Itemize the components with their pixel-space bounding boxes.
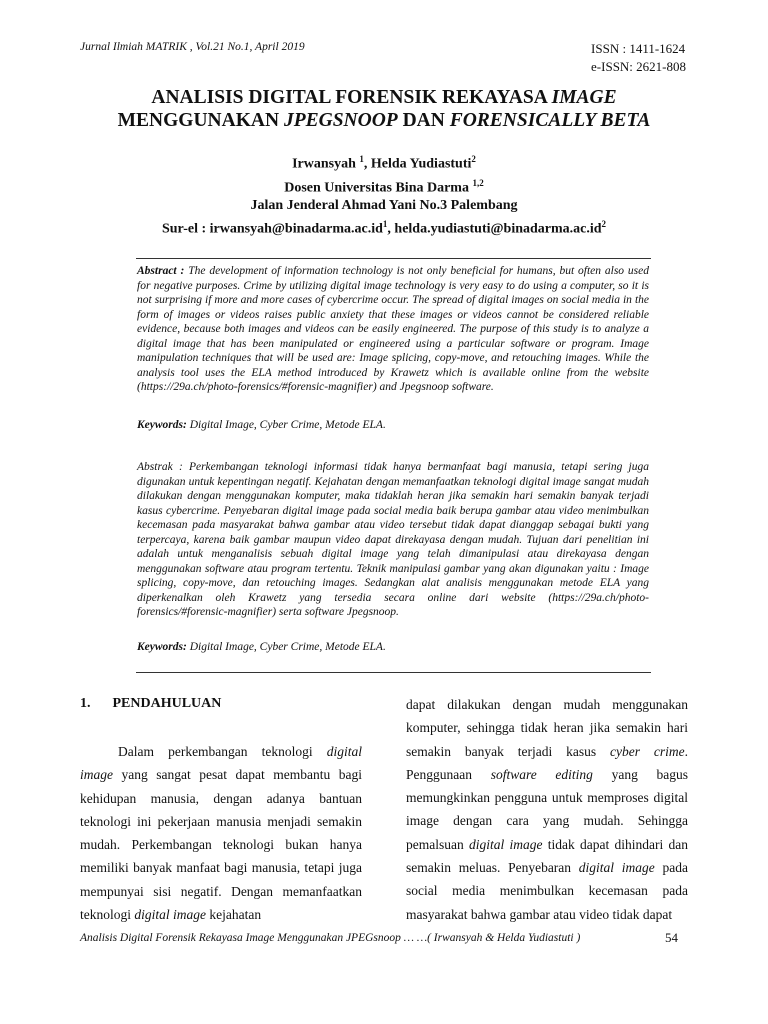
keywords-label: Keywords: — [137, 641, 187, 653]
title-italic: IMAGE — [551, 87, 617, 108]
section-heading — [80, 696, 221, 712]
body-italic: digital image — [134, 907, 206, 923]
title-text: MENGGUNAKAN — [117, 110, 284, 131]
keywords-text: Digital Image, Cyber Crime, Metode ELA. — [186, 419, 386, 431]
affil-marker: 1,2 — [472, 177, 484, 188]
body-italic: cyber crime — [610, 743, 685, 759]
section-number: 1. — [80, 696, 91, 711]
keywords-text: Digital Image, Cyber Crime, Metode ELA. — [186, 641, 386, 653]
body-italic: digital image — [469, 836, 543, 852]
affil-marker: 2 — [601, 219, 607, 230]
abstract-english — [137, 264, 649, 395]
paper-title — [60, 86, 708, 132]
body-text: Dalam perkembangan teknologi — [118, 744, 327, 759]
left-column-text — [80, 740, 362, 926]
running-footer: Analisis Digital Forensik Rekayasa Image Menggunakan JPEGsnoop … …( Irwansyah & Helda Yudiastuti ) — [80, 932, 581, 944]
bottom-divider — [136, 672, 651, 673]
author-block — [60, 150, 708, 239]
affil-marker: 1 — [359, 154, 364, 164]
abstract-label: Abstract : — [137, 265, 185, 277]
abstract-indonesian: Abstrak : Perkembangan teknologi informasi tidak hanya bermanfaat bagi manusia, tetapi sering juga digunakan untuk kepentingan negatif. Kejahatan dengan memanfaatkan teknologi digital image sangat mudah dilakukan dengan menggunakan komputer, maka tidaklah heran jika semakin hari semakin banyak terjadi kasus cybercrime. Penyebaran digital image pada social media baik berupa gambar atau video menimbulkan kecemasan pada masyarakat bahwa gambar atau video tersebut tidak dapat dianggap sebagai bukti yang terpercaya, karena baik gambar maupun video dapat direkayasa dengan mudah. Tujuan dari penelitian ini adalah untuk menganalisis sebuah digital image yang telah dimanipulasi atau direkayasa dengan menggunakan software atau program tertentu. Teknik manipulasi gambar yang akan digunakan yaitu : Image splicing, copy-move, dan retouching images. Sedangkan alat analisis menggunakan metode ELA yang diperkenalkan oleh Krawetz yang tersedia secara online dari website (https://29a.ch/photo-forensics/#forensic-magnifier) serta software Jpegsnoop. — [137, 461, 649, 618]
keywords-english — [137, 419, 649, 431]
page-number: 54 — [665, 930, 678, 945]
email: , helda.yudiastuti@binadarma.ac.id — [387, 221, 602, 237]
body-text: tidak dapat dihindari dan semakin meluas. Penyebaran — [406, 836, 689, 876]
issn: ISSN : 1411-1624 — [591, 41, 686, 56]
body-text: yang sangat pesat dapat membantu bagi kehidupan manusia, dengan adanya bantuan teknologi ini pekerjaan manusia menjadi semakin mudah. Perkembangan teknologi bukan hanya memiliki banyak manfaat bagi manusia, tetapi juga mempunyai sisi negatif. Dengan memanfaatkan teknologi — [80, 767, 362, 923]
author-names — [60, 150, 708, 174]
body-text: dapat dilakukan dengan mudah menggunakan komputer, sehingga tidak heran jika semakin hari semakin banyak terjadi kasus — [406, 697, 688, 759]
affil-marker: 1 — [382, 219, 388, 230]
body-italic: digital image — [578, 860, 655, 876]
title-text: ANALISIS DIGITAL FORENSIK REKAYASA — [151, 87, 552, 108]
author-name: Irwansyah — [292, 156, 360, 172]
body-italic: digital image — [80, 744, 362, 783]
body-italic: software editing — [490, 766, 593, 782]
body-text: . Penggunaan — [406, 743, 688, 782]
journal-header: Jurnal Ilmiah MATRIK , Vol.21 No.1, April 2019 — [80, 41, 305, 53]
body-text: yang bagus memungkinkan pengguna untuk memproses digital image dengan cara yang mudah. Sehingga pemalsuan — [406, 766, 689, 852]
abstract-text: The development of information technology is not only beneficial for humans, but often also used for negative purposes. Crime by utilizing digital image technology is very easy to do using a computer, so it is not surprising if more and more cases of cybercrime occur. The spread of digital images on social media in the form of images or videos raises public anxiety that these images or videos cannot be considered reliable evidence, because both images and videos can be easily engineered. The purpose of this study is to analyze a digital image that has been manipulated or engineered using a particular software or program. Image manipulation techniques that will be used are: Image splicing, copy-move, and retouching images. While the analysis tool uses the ELA method introduced by Krawetz which is available online from the website (https://29a.ch/photo-forensics/#forensic-magnifier) and Jpegsnoop software. — [137, 265, 650, 393]
address: Jalan Jenderal Ahmad Yani No.3 Palembang — [250, 198, 518, 214]
keywords-label: Keywords: — [137, 419, 187, 431]
right-column-text — [406, 693, 688, 926]
section-title: PENDAHULUAN — [112, 696, 222, 711]
body-text: kejahatan — [206, 907, 262, 923]
eissn: e-ISSN: 2621-808 — [591, 59, 686, 74]
emails — [60, 215, 708, 239]
email: Sur-el : irwansyah@binadarma.ac.id — [161, 221, 383, 237]
title-text: DAN — [397, 110, 450, 131]
body-text: pada social media menimbulkan kecemasan pada masyarakat bahwa gambar atau video tidak dapat — [406, 860, 689, 922]
keywords-indonesian — [137, 641, 649, 653]
title-italic: FORENSICALLY BETA — [449, 110, 651, 131]
top-divider — [136, 258, 651, 259]
title-italic: JPEGSNOOP — [283, 110, 398, 131]
author-name: , Helda Yudiastuti — [363, 156, 472, 172]
affiliation-text: Dosen Universitas Bina Darma — [284, 180, 473, 196]
issn-block — [591, 40, 686, 76]
affiliation — [60, 174, 708, 198]
affil-marker: 2 — [471, 154, 476, 164]
